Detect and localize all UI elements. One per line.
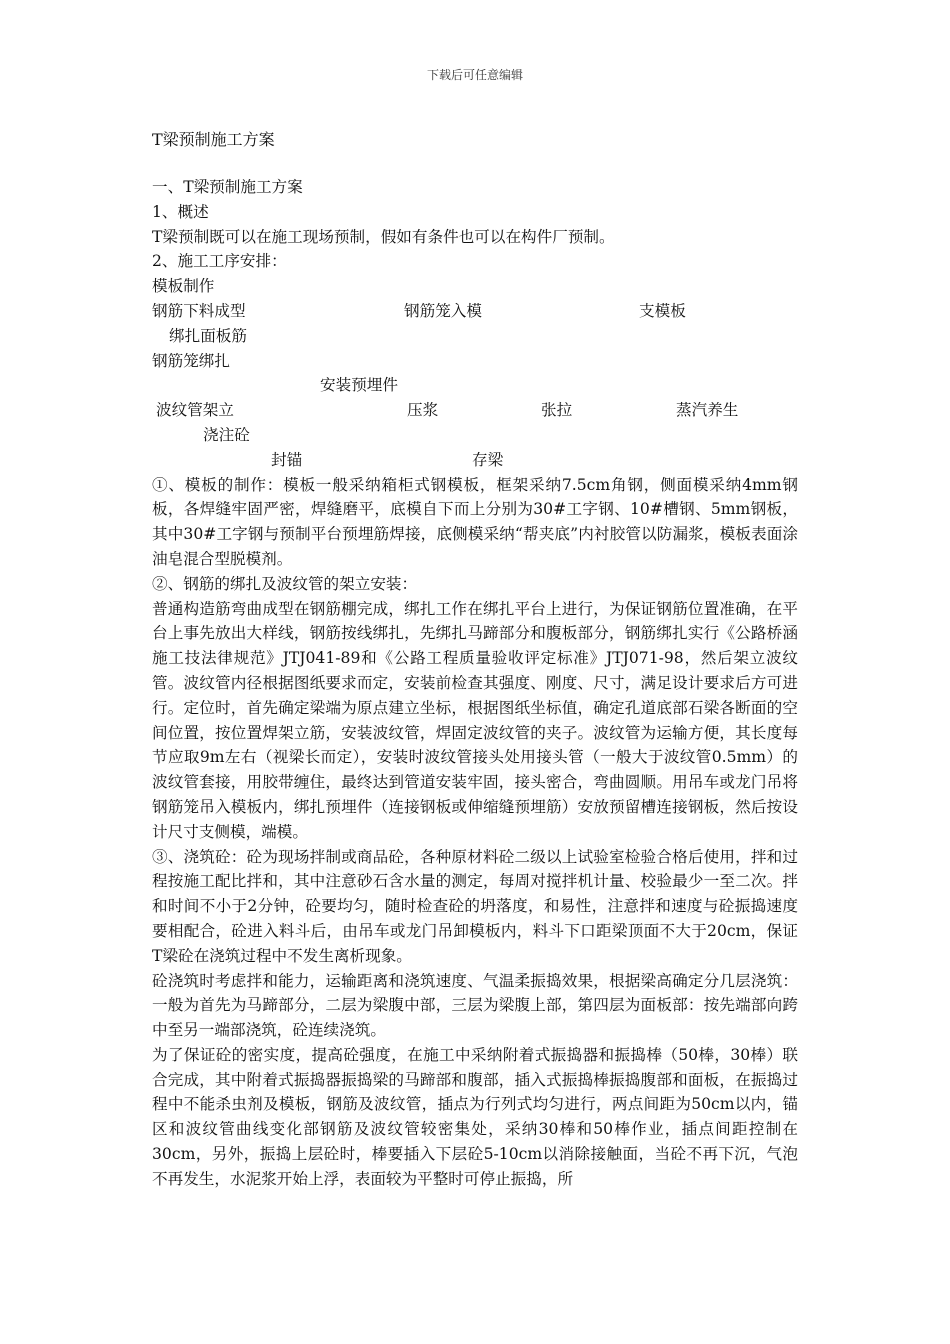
paragraph-formwork: ①、模板的制作：模板一般采纳箱柜式钢模板，框架采纳7.5cm角钢，侧面模采纳4mm钢板，各焊缝牢固严密，焊缝磨平，底模自下而上分别为30#工字钢、10#槽钢、5mm钢板，其中30#工字钢与预制平台预埋筋焊接，底侧模采纳“帮夹底”内衬胶管以防漏浆，模板表面涂油皂混合型脱模剂。 <box>152 475 798 568</box>
paragraph-pouring: ③、浇筑砼：砼为现场拌制或商品砼，各种原材料砼二级以上试验室检验合格后使用，拌和过程按施工配比拌和，其中注意砂石含水量的测定，每周对搅拌机计量、校验最少一至二次。拌和时间不小于2分钟，砼要均匀，随时检查砼的坍落度，和易性，注意拌和速度与砼振捣速度要相配合，砼进入料斗后，由吊车或龙门吊卸模板内，料斗下口距梁顶面不大于20cm，保证T梁砼在浇筑过程中不发生离析现象。 <box>152 847 798 965</box>
flow-step: 压浆 <box>407 401 439 420</box>
flow-step: 安装预埋件 <box>320 376 398 395</box>
document-body <box>152 175 798 1192</box>
flow-row <box>152 324 798 349</box>
section-heading: 一、T梁预制施工方案 <box>152 178 303 196</box>
page-header: 下载后可任意编辑 <box>426 68 523 82</box>
flow-step: 波纹管架立 <box>156 401 234 420</box>
flow-row <box>152 423 798 448</box>
paragraph-rebar: 普通构造筋弯曲成型在钢筋棚完成，绑扎工作在绑扎平台上进行，为保证钢筋位置准确，在平台上事先放出大样线，钢筋按线绑扎，先绑扎马蹄部分和腹板部分，钢筋绑扎实行《公路桥涵施工技法律规范》JTJ041-89和《公路工程质量验收评定标准》JTJ071-98，然后架立波纹管。波纹管内径根据图纸要求而定，安装前检查其强度、刚度、尺寸，满足设计要求后方可进行。定位时，首先确定梁端为原点建立坐标，根据图纸坐标值，确定孔道底部石梁各断面的空间位置，按位置焊架立筋，安装波纹管，焊固定波纹管的夹子。波纹管为运输方便，其长度每节应取9m左右（视梁长而定），安装时波纹管接头处用接头管（一般大于波纹管0.5mm）的波纹管套接，用胶带缠住，最终达到管道安装牢固，接头密合，弯曲圆顺。用吊车或龙门吊将钢筋笼吊入模板内，绑扎预埋件（连接钢板或伸缩缝预埋筋）安放预留槽连接钢板，然后按设计尺寸支侧模，端模。 <box>152 599 798 841</box>
paragraph-layers: 砼浇筑时考虑拌和能力，运输距离和浇筑速度、气温柔振捣效果，根据梁高确定分几层浇筑：一般为首先为马蹄部分，二层为梁腹中部，三层为梁腹上部，第四层为面板部：按先端部向跨中至另一端部浇筑，砼连续浇筑。 <box>152 971 798 1040</box>
subsection-heading: 1、概述 <box>152 202 209 221</box>
overview-text: T梁预制既可以在施工现场预制，假如有条件也可以在构件厂预制。 <box>152 227 615 246</box>
flow-step: 张拉 <box>541 401 573 420</box>
flow-step: 绑扎面板筋 <box>169 326 247 345</box>
subsection-heading: 2、施工工序安排： <box>152 252 287 271</box>
flow-step: 钢筋笼绑扎 <box>152 351 230 370</box>
flow-step: 存梁 <box>472 450 504 469</box>
flow-row <box>152 373 798 398</box>
flow-step: 支模板 <box>639 301 686 320</box>
document-title: T梁预制施工方案 <box>152 130 275 149</box>
flow-step: 钢筋下料成型 <box>152 301 246 320</box>
flow-step: 模板制作 <box>152 277 215 296</box>
flow-step: 钢筋笼入模 <box>404 301 482 320</box>
flow-row <box>152 448 798 473</box>
flow-step: 蒸汽养生 <box>676 401 739 420</box>
flow-row <box>152 398 798 423</box>
flow-step: 封锚 <box>271 450 303 469</box>
paragraph-vibration: 为了保证砼的密实度，提高砼强度，在施工中采纳附着式振捣器和振捣棒（50棒，30棒）联合完成，其中附着式振捣器振捣梁的马蹄部和腹部，插入式振捣棒振捣腹部和面板，在振捣过程中不能杀虫剂及模板，钢筋及波纹管，插点为行列式均匀进行，两点间距为50cm以内，锚区和波纹管曲线变化部钢筋及波纹管较密集处，采纳30棒和50棒作业，插点间距控制在30cm，另外，振捣上层砼时，棒要插入下层砼5-10cm以消除接触面，当砼不再下沉，气泡不再发生，水泥浆开始上浮，表面较为平整时可停止振捣，所 <box>152 1045 798 1188</box>
paragraph-heading: ②、钢筋的绑扎及波纹管的架立安装： <box>152 574 418 593</box>
flow-step: 浇注砼 <box>203 425 250 444</box>
flow-row <box>152 299 798 324</box>
